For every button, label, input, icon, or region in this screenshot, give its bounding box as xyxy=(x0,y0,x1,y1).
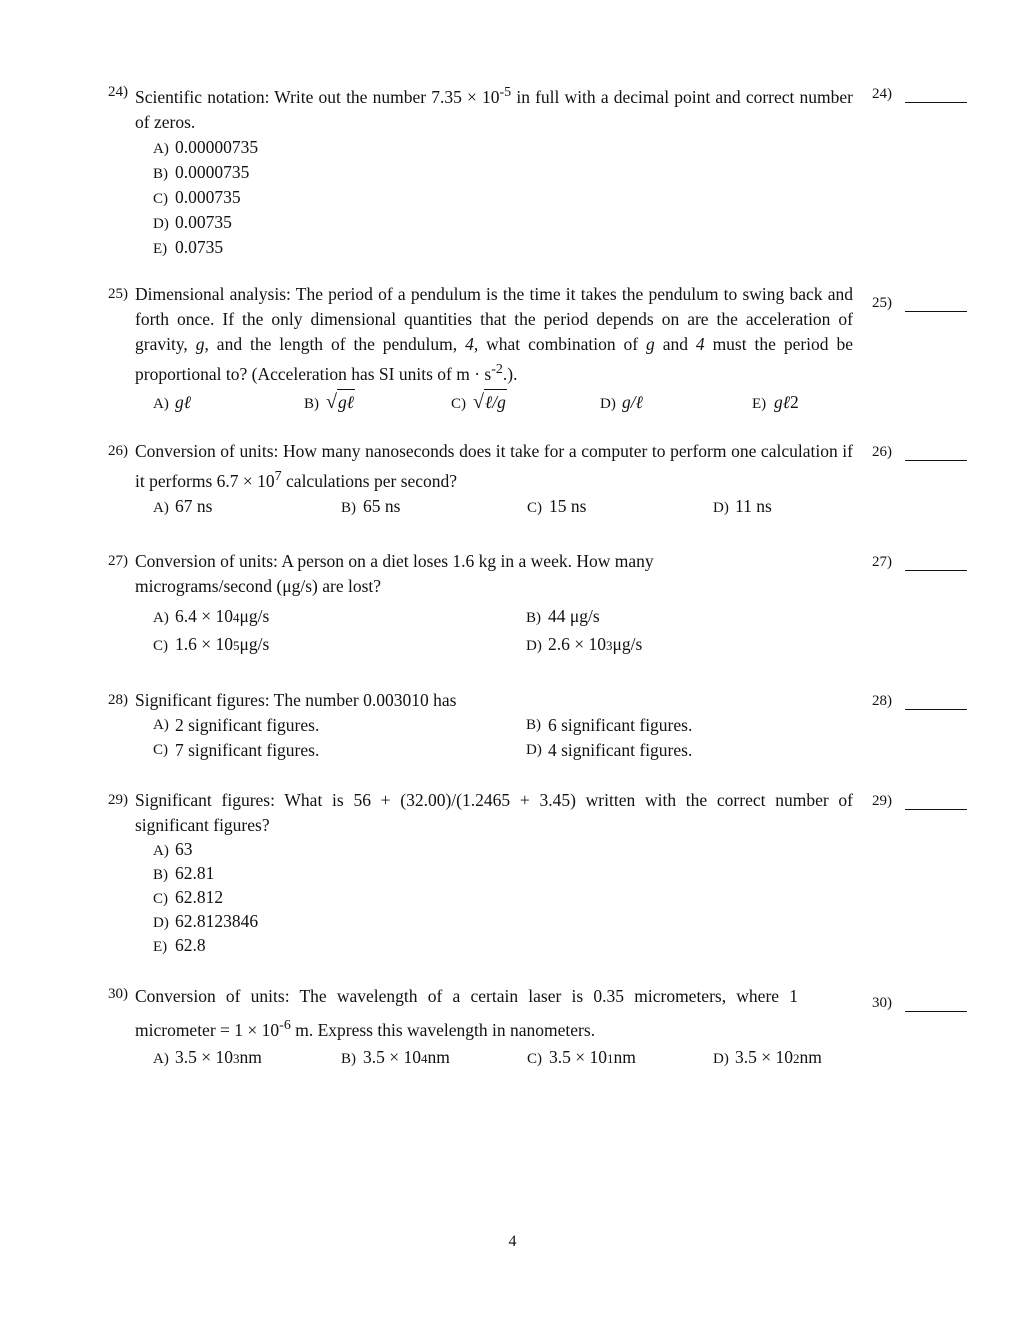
choice-a[interactable]: A) 67 ns xyxy=(153,495,213,516)
choice-d[interactable]: D) 2.6 × 10 3 μg/s xyxy=(526,634,643,654)
choice-c[interactable]: C) 7 significant figures. xyxy=(153,740,320,760)
choice-c[interactable]: C) 0.000735 xyxy=(153,186,241,207)
choice-list xyxy=(153,837,853,957)
choice-b[interactable]: B) 3.5 × 10 4 nm xyxy=(341,1046,450,1067)
choice-d[interactable]: D) g/ℓ xyxy=(600,391,643,412)
choice-list xyxy=(153,135,853,260)
answer-blank-27[interactable]: 27) xyxy=(872,554,972,571)
answer-blank-25[interactable]: 25) xyxy=(872,295,972,312)
choice-list xyxy=(153,1045,853,1073)
question-30 xyxy=(108,982,853,1073)
choice-d[interactable]: D) 3.5 × 10 2 nm xyxy=(713,1046,822,1067)
sqrt-icon: √ xyxy=(473,390,484,413)
choice-b[interactable]: B) 6 significant figures. xyxy=(526,715,693,735)
answer-blank-28[interactable]: 28) xyxy=(872,693,972,710)
choice-a[interactable]: A) 3.5 × 10 3 nm xyxy=(153,1046,262,1067)
answer-blank-30[interactable]: 30) xyxy=(872,995,972,1012)
choice-a[interactable]: A) gℓ xyxy=(153,391,192,412)
question-text: Conversion of units: A person on a diet loses 1.6 kg in a week. How many micrograms/second (μg/s) are lost? xyxy=(135,551,654,596)
sqrt-icon: √ xyxy=(326,390,337,413)
question-24 xyxy=(108,80,853,260)
choice-e[interactable]: E) gℓ 2 xyxy=(752,391,799,412)
choice-b[interactable]: B) 62.81 xyxy=(153,863,215,883)
question-number: 24) xyxy=(108,84,128,100)
choice-list xyxy=(153,494,853,522)
choice-d[interactable]: D) 11 ns xyxy=(713,495,772,516)
choice-a[interactable]: A) 6.4 × 10 4 μg/s xyxy=(153,606,270,626)
choice-b[interactable]: B) 0.0000735 xyxy=(153,161,250,182)
question-27 xyxy=(108,549,853,660)
question-number: 25) xyxy=(108,286,128,302)
question-number: 29) xyxy=(108,792,128,808)
choice-list xyxy=(153,604,853,660)
question-28 xyxy=(108,688,853,763)
question-text: Conversion of units: How many nanoseconds does it take for a computer to perform one calculation if it performs $6.7 \times 10^7$ calculations per second? xyxy=(135,441,853,491)
question-29 xyxy=(108,788,853,957)
choice-list xyxy=(153,713,853,763)
page-number: 4 xyxy=(508,1233,517,1250)
choice-list xyxy=(153,389,853,417)
choice-a[interactable]: A) 2 significant figures. xyxy=(153,715,320,735)
choice-a[interactable]: A) 0.00000735 xyxy=(153,136,259,157)
choice-e[interactable]: E) 0.0735 xyxy=(153,236,224,257)
answer-blank-24[interactable]: 24) xyxy=(872,86,972,103)
choice-c[interactable]: C) 15 ns xyxy=(527,495,587,516)
choice-e[interactable]: E) 62.8 xyxy=(153,935,206,955)
question-text: Significant figures: What is 56 + (32.00)/(1.2465 + 3.45) written with the correct number of significant figures? xyxy=(135,790,853,835)
choice-c[interactable]: C) 3.5 × 10 1 nm xyxy=(527,1046,636,1067)
question-number: 28) xyxy=(108,692,128,708)
choice-a[interactable]: A) 63 xyxy=(153,839,193,859)
answer-blank-29[interactable]: 29) xyxy=(872,793,972,810)
question-26 xyxy=(108,439,853,522)
choice-c[interactable]: C) 1.6 × 10 5 μg/s xyxy=(153,634,270,654)
choice-c[interactable]: C) 62.812 xyxy=(153,887,224,907)
question-number: 26) xyxy=(108,443,128,459)
choice-d[interactable]: D) 4 significant figures. xyxy=(526,740,693,760)
answer-blank-26[interactable]: 26) xyxy=(872,444,972,461)
choice-b[interactable]: B) 65 ns xyxy=(341,495,401,516)
question-number: 30) xyxy=(108,986,128,1002)
question-number: 27) xyxy=(108,553,128,569)
question-text: Conversion of units: The wavelength of a certain laser is 0.35 micrometers, where 1 micrometer = $1 \times 10^{-6}$ m. Express this wavelength in nanometers. xyxy=(135,986,798,1040)
choice-b[interactable]: B) √ gℓ xyxy=(304,390,355,413)
choice-d[interactable]: D) 62.8123846 xyxy=(153,911,259,931)
question-text: Dimensional analysis: The period of a pendulum is the time it takes the pendulum to swing back and forth once. If the only dimensional quantities that the period depends on are the acceleration of gravity, g, and the length of the pendulum, 4, what combination of g and 4 must the period be proportional to? (Acceleration has SI units of $m \cdot s^{-2}$.). xyxy=(135,284,853,384)
question-25 xyxy=(108,282,853,417)
question-text: Scientific notation: Write out the number $7.35 \times 10^{-5}$ in full with a decimal point and correct number of zeros. xyxy=(135,85,854,132)
choice-d[interactable]: D) 0.00735 xyxy=(153,211,232,232)
question-text: Significant figures: The number 0.003010 has xyxy=(135,690,457,710)
choice-b[interactable]: B) 44 μg/s xyxy=(526,606,600,626)
choice-c[interactable]: C) √ ℓ/g xyxy=(451,390,506,413)
